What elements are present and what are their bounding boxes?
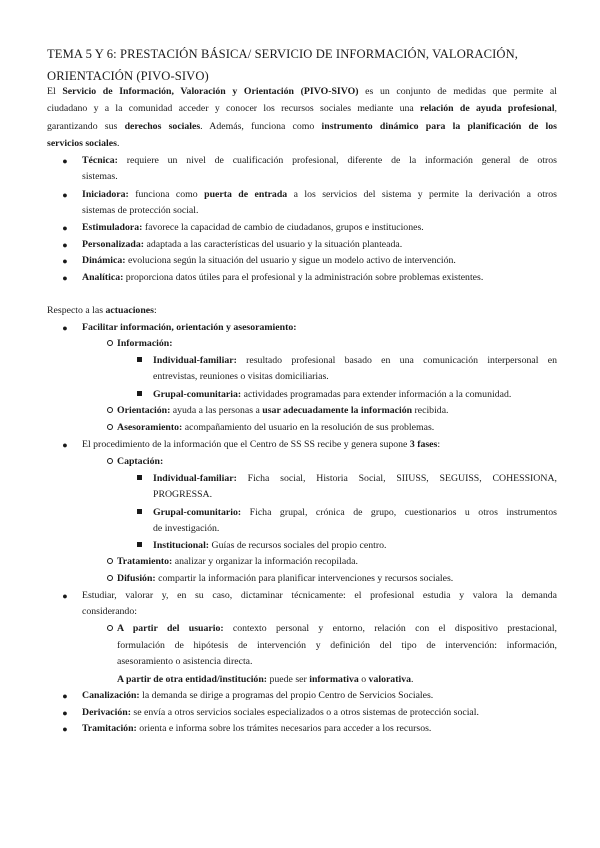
intro-text: ciudadano y a la comunidad acceder y conocer los recursos sociales mediante una [47, 103, 421, 114]
characteristic-item [82, 155, 557, 167]
difusion-label: Difusión: [117, 573, 156, 584]
characteristic-text: adaptada a las características del usuario y la situación planteada. [144, 239, 403, 250]
actions-intro-bold: actuaciones [105, 305, 154, 316]
orientacion-text: recibida. [412, 405, 449, 416]
captacion-individual-text: Ficha social, Historia Social, SIIUSS, SEGUISS, COHESSIONA, [236, 473, 557, 484]
tratamiento-text: analizar y organizar la información recopilada. [172, 556, 358, 567]
captacion-institucional-label: Institucional: [153, 540, 210, 551]
asesoramiento-label: Asesoramiento: [117, 422, 183, 433]
bullet-square [137, 509, 142, 514]
captacion-individual-label: Individual-familiar: [153, 473, 237, 484]
final-label: Tramitación: [82, 723, 137, 734]
facilitar-heading [82, 322, 297, 334]
info-individual-label: Individual-familiar: [153, 355, 237, 366]
bullet-circle [107, 340, 113, 346]
captacion-grupal [153, 507, 557, 519]
info-grupal-label: Grupal-comunitaria: [153, 389, 242, 400]
tramitacion-item [82, 723, 431, 735]
intro-bold-relation: relación de ayuda profesional [420, 103, 555, 114]
final-label: Derivación: [82, 707, 131, 718]
derivacion-item [82, 707, 479, 719]
estudiar-item: Estudiar, valorar y, en su caso, dictaminar técnicamente: el profesional estudia y valora la demanda [82, 590, 557, 601]
captacion-institucional-text: Guías de recursos sociales del propio centro. [209, 540, 387, 551]
intro-bold-service: Servicio de Información, Valoración y Orientación (PIVO-SIVO) [62, 86, 359, 97]
intro-bold-rights: derechos sociales [124, 121, 201, 132]
procedimiento-bold: 3 fases [409, 439, 438, 450]
intro-line-1 [47, 86, 557, 98]
bullet-dot: ● [62, 691, 68, 701]
bullet-dot: ● [62, 190, 68, 200]
final-text: orienta e informa sobre los trámites necesarios para acceder a los recursos. [136, 723, 432, 734]
bullet-square [137, 357, 142, 362]
info-grupal [153, 389, 511, 401]
entidad-item [117, 674, 413, 686]
info-individual-text: resultado profesional basado en una comunicación interpersonal en [236, 355, 557, 366]
bullet-dot: ● [62, 223, 68, 233]
characteristic-label: Analítica: [82, 272, 124, 283]
entidad-bold: valorativa [368, 674, 411, 685]
captacion-grupal-cont: de investigación. [153, 523, 220, 534]
captacion-institucional [153, 540, 386, 552]
intro-bold-instrument: instrumento dinámico para la planificación de los [321, 121, 557, 132]
difusion-text: compartir la información para planificar intervenciones y recursos sociales. [155, 573, 454, 584]
final-text: se envía a otros servicios sociales especializados o a otros sistemas de protección social. [130, 707, 479, 718]
info-grupal-text: actividades programadas para extender información a la comunidad. [241, 389, 512, 400]
characteristic-label: Estimuladora: [82, 222, 143, 233]
procedimiento-text: El procedimiento de la información que el Centro de SS SS recibe y genera supone [82, 439, 410, 450]
bullet-dot: ● [62, 256, 68, 266]
characteristic-label: Dinámica: [82, 255, 126, 266]
intro-text: es un conjunto de medidas que permite al [358, 86, 557, 97]
canalizacion-item [82, 690, 433, 702]
characteristic-text: proporciona datos útiles para el profesional y la administración sobre problemas existentes. [123, 272, 484, 283]
captacion-heading [117, 456, 163, 468]
characteristic-text: favorece la capacidad de cambio de ciudadanos, grupos e instituciones. [142, 222, 424, 233]
entidad-text: o [358, 674, 369, 685]
procedimiento-heading [82, 439, 440, 451]
page-title: TEMA 5 Y 6: PRESTACIÓN BÁSICA/ SERVICIO DE INFORMACIÓN, VALORACIÓN, ORIENTACIÓN (PIVO-SIVO) [47, 47, 519, 83]
captacion-grupal-text: Ficha grupal, crónica de grupo, cuestionarios u otros instrumentos [241, 507, 557, 518]
facilitar-label: Facilitar información, orientación y asesoramiento: [82, 322, 297, 333]
intro-bold-services: servicios sociales [47, 138, 117, 149]
characteristic-label: Personalizada: [82, 239, 145, 250]
characteristic-item-cont: sistemas. [82, 171, 118, 182]
final-label: Canalización: [82, 690, 140, 701]
characteristic-item [82, 239, 402, 251]
intro-line-2 [47, 103, 557, 115]
asesoramiento-item [117, 422, 434, 434]
characteristic-item [82, 272, 483, 284]
bullet-circle [107, 575, 113, 581]
bullet-dot: ● [62, 591, 68, 601]
orientacion-item [117, 405, 449, 417]
tratamiento-label: Tratamiento: [117, 556, 173, 567]
characteristic-item [82, 255, 456, 267]
actions-intro-text: : [153, 305, 157, 316]
usuario-text: contexto personal y entorno, relación con el dispositivo prestacional, [223, 623, 557, 634]
intro-text: . Además, funciona como [200, 121, 322, 132]
bullet-square [137, 475, 142, 480]
asesoramiento-text: acompañamiento del usuario en la resolución de sus problemas. [182, 422, 435, 433]
characteristic-label: Iniciadora: [82, 189, 129, 200]
captacion-label: Captación: [117, 456, 164, 467]
final-text: la demanda se dirige a programas del propio Centro de Servicios Sociales. [139, 690, 434, 701]
bullet-dot: ● [62, 440, 68, 450]
informacion-label: Información: [117, 338, 173, 349]
entidad-text: . [411, 674, 414, 685]
difusion-item [117, 573, 453, 585]
usuario-item [117, 623, 557, 635]
orientacion-text: ayuda a las personas a [170, 405, 263, 416]
bullet-square [137, 391, 142, 396]
characteristic-bold: puerta de entrada [204, 189, 288, 200]
orientacion-bold: usar adecuadamente la información [262, 405, 413, 416]
procedimiento-text: : [437, 439, 441, 450]
entidad-bold: informativa [309, 674, 359, 685]
usuario-cont-1: formulación de hipótesis de intervención y definición del tipo de intervención: información, [117, 640, 557, 651]
actions-intro-text: Respecto a las [47, 305, 106, 316]
intro-line-3 [47, 121, 557, 133]
bullet-circle [107, 558, 113, 564]
estudiar-cont: considerando: [82, 606, 137, 617]
entidad-label: A partir de otra entidad/institución: [117, 674, 268, 685]
intro-text: . [116, 138, 120, 149]
usuario-cont-2: asesoramiento o asistencia directa. [117, 656, 253, 667]
bullet-dot: ● [62, 273, 68, 283]
info-individual-cont: entrevistas, reuniones o visitas domiciliarias. [153, 371, 329, 382]
characteristic-text: evoluciona según la situación del usuario y sigue un modelo activo de intervención. [125, 255, 456, 266]
characteristic-item [82, 189, 557, 201]
bullet-circle [107, 458, 113, 464]
bullet-dot: ● [62, 240, 68, 250]
bullet-circle [107, 407, 113, 413]
informacion-heading [117, 338, 173, 350]
usuario-label: A partir del usuario: [117, 623, 224, 634]
captacion-individual [153, 473, 557, 485]
characteristic-label: Técnica: [82, 155, 118, 166]
captacion-individual-cont: PROGRESSA. [153, 489, 213, 500]
bullet-dot: ● [62, 708, 68, 718]
intro-line-4 [47, 138, 119, 150]
actions-intro [47, 305, 157, 317]
characteristic-text: funciona como [128, 189, 205, 200]
info-individual [153, 355, 557, 367]
intro-text: El [47, 86, 63, 97]
bullet-dot: ● [62, 724, 68, 734]
characteristic-text: a los servicios del sistema y permite la derivación a otros [287, 189, 557, 200]
entidad-text: puede ser [267, 674, 310, 685]
captacion-grupal-label: Grupal-comunitario: [153, 507, 242, 518]
bullet-square [137, 542, 142, 547]
bullet-circle [107, 424, 113, 430]
characteristic-item [82, 222, 424, 234]
characteristic-text: requiere un nivel de cualificación profesional, diferente de la información general de otros [117, 155, 557, 166]
characteristic-item-cont: sistemas de protección social. [82, 205, 199, 216]
tratamiento-item [117, 556, 358, 568]
bullet-circle [107, 625, 113, 631]
bullet-dot: ● [62, 156, 68, 166]
bullet-dot: ● [62, 323, 68, 333]
orientacion-label: Orientación: [117, 405, 171, 416]
intro-text: , [554, 103, 557, 114]
intro-text: garantizando sus [47, 121, 125, 132]
